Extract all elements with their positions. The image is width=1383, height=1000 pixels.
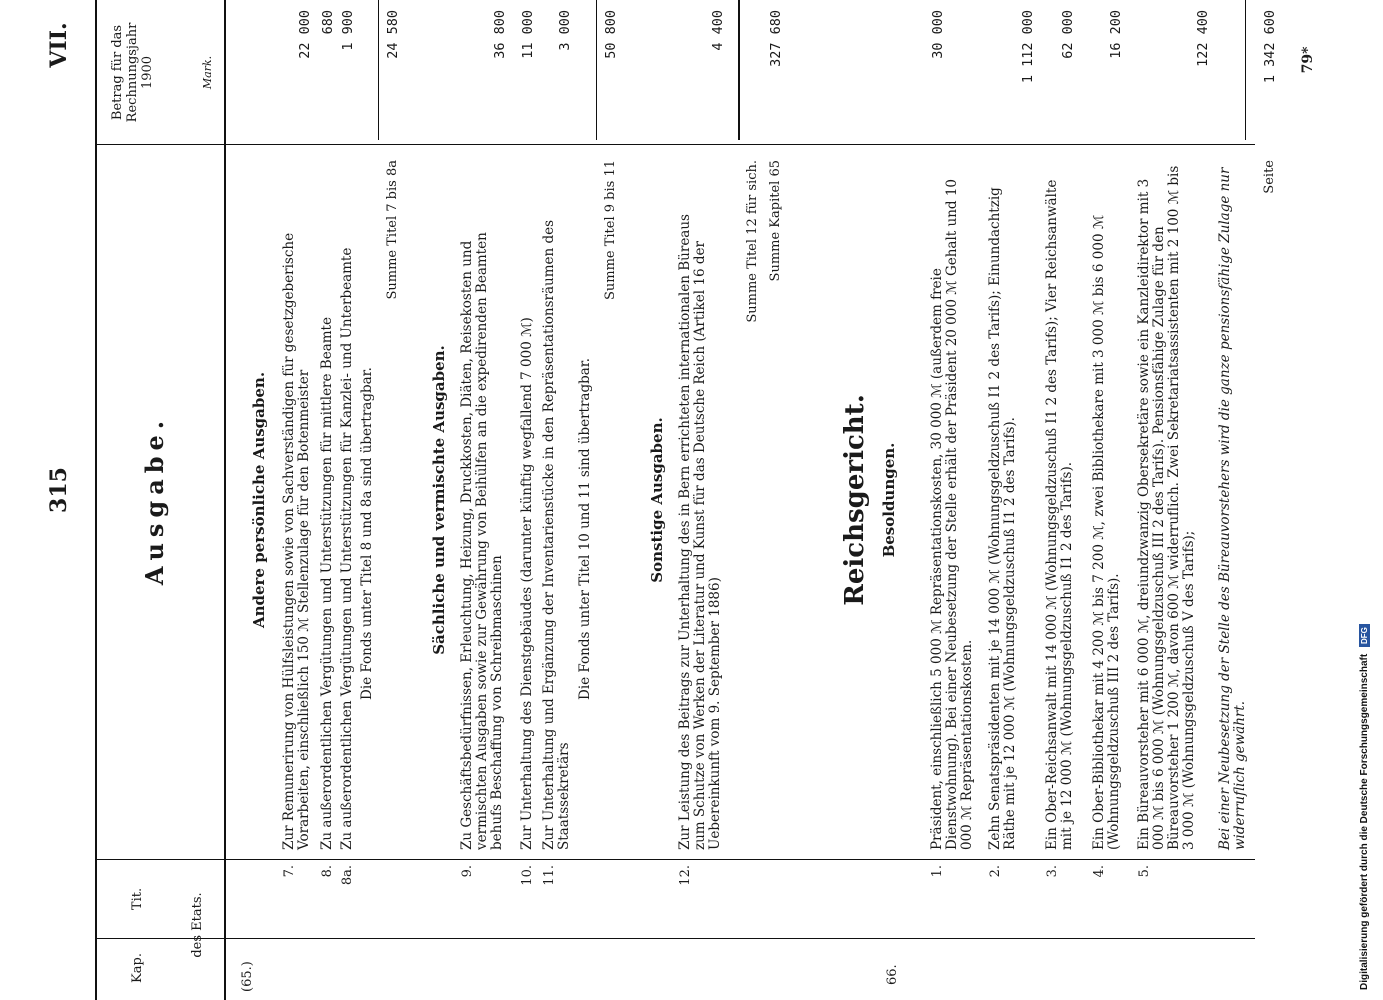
sum-amount: 50 800 bbox=[603, 10, 619, 59]
tit-number: 9. bbox=[460, 865, 475, 878]
tit-number: 8. bbox=[320, 865, 335, 878]
tit-number: 10. bbox=[520, 865, 535, 886]
top-rule bbox=[95, 0, 97, 1000]
digitization-note bbox=[1359, 10, 1370, 990]
tit-number: 2. bbox=[988, 865, 1003, 878]
sum-label: Summe Titel 9 bis 11 bbox=[603, 160, 618, 301]
item-text: Zu außerordentlichen Vergütungen und Unterstützungen für Kanzlei- und Unterbeamte bbox=[339, 247, 355, 850]
item-amount: 1 900 bbox=[340, 10, 356, 51]
sum-rule bbox=[1245, 0, 1246, 140]
tit-number: 5. bbox=[1137, 865, 1152, 878]
tit-number: 11. bbox=[542, 865, 557, 886]
tit-number: 8a. bbox=[340, 865, 355, 886]
item-text: Zehn Senatspräsidenten mit je 14 000 ℳ (Wohnungsgeldzuschuß I1 2 des Tarifs); Einundachtzig Räthe mit je 12 000 ℳ (Wohnungsgeldzuschuß I1 2 des Tarifs). bbox=[987, 187, 1018, 850]
sum-rule bbox=[378, 0, 379, 140]
digitization-text: Digitalisierung gefördert durch die Deutsche Forschungsgemeinschaft bbox=[1359, 653, 1371, 990]
item-amount: 3 000 bbox=[557, 10, 573, 51]
item-text: Zu außerordentlichen Vergütungen und Unterstützungen für mittlere Beamte bbox=[319, 317, 335, 850]
sum-rule bbox=[596, 0, 597, 140]
transfer-note: Die Fonds unter Titel 10 und 11 sind übertragbar. bbox=[577, 357, 593, 700]
kap-header: Kap. bbox=[130, 953, 145, 983]
dfg-logo: DFG bbox=[1359, 624, 1370, 647]
betrag-header: Betrag für das Rechnungsjahr 1900 bbox=[110, 22, 155, 123]
item-text: Ein Ober-Reichsanwalt mit 14 000 ℳ (Wohnungsgeldzuschuß I1 2 des Tarifs); Vier Reichsanwälte mit je 12 000 ℳ (Wohnungsgeldzuschuß I1 2 des Tarifs). bbox=[1044, 179, 1075, 850]
section-roman-numeral: VII. bbox=[46, 22, 72, 68]
item-text: Ein Büreauvorsteher mit 6 000 ℳ, dreiundzwanzig Obersekretäre sowie ein Kanzleidirektor mit 3 000 ℳ bis 6 000 ℳ (Wohnungsgeldzuschuß III 2 des Tarifs). Pensionsfähige Zulage für den Büreauvorsteher 1 200 ℳ, davon 600 ℳ widerruflich. Zwei Sekretariatsassistenten mit 2 100 ℳ bis 3 000 ℳ (Wohnungsgeldzuschuß V des Tarifs); bbox=[1136, 165, 1197, 850]
document-title: Ausgabe. bbox=[140, 414, 169, 586]
item-text: Zu Geschäftsbedürfnissen, Erleuchtung, Heizung, Druckkosten, Diäten, Reisekosten und vermischten Ausgaben sowie zur Gewährung von Beihülfen an die expedirenden Beamten behufs Beschaffung von Schreibmaschinen bbox=[459, 232, 505, 850]
item-amount: 122 400 bbox=[1195, 10, 1211, 67]
tit-number: 12. bbox=[678, 865, 693, 886]
sum-amount: 327 680 bbox=[768, 10, 784, 67]
digitization-sidebar bbox=[1355, 0, 1383, 1000]
item-amount: 11 000 bbox=[520, 10, 536, 59]
tit-number: 7. bbox=[282, 865, 297, 878]
des-etats-header: des Etats. bbox=[190, 892, 205, 958]
page-footer: 79* bbox=[1300, 46, 1316, 74]
tit-column-rule bbox=[95, 859, 1255, 860]
item-amount: 62 000 bbox=[1060, 10, 1076, 59]
kapitel-number: 66. bbox=[885, 964, 900, 985]
item-amount: 1 112 000 bbox=[1020, 10, 1036, 84]
item-text: Präsident, einschließlich 5 000 ℳ Repräsentationskosten, 30 000 ℳ (außerdem freie Dienstwohnung). Bei einer Neubesetzung der Stelle erhält der Präsident 20 000 ℳ Gehalt und 10 000 ℳ Repräsentationskosten. bbox=[929, 178, 975, 850]
reichsgericht-title: Reichsgericht. bbox=[840, 394, 870, 606]
reichsgericht-subtitle: Besoldungen. bbox=[880, 442, 898, 558]
item-amount: 22 000 bbox=[297, 10, 313, 59]
section-sonstige: Sonstige Ausgaben. bbox=[648, 417, 666, 583]
item-text: Zur Unterhaltung und Ergänzung der Inventarienstücke in den Repräsentationsräumen des Staatssekretärs bbox=[541, 219, 572, 850]
amount-column-rule bbox=[95, 144, 1255, 145]
kapitel-reference: (65.) bbox=[240, 961, 255, 992]
item-amount: 16 200 bbox=[1108, 10, 1124, 59]
item-text: Zur Remunerirung von Hülfsleistungen sowie von Sachverständigen für gesetzgeberische Vorarbeiten, einschließlich 150 ℳ Stellenzulage für den Botenmeister bbox=[281, 232, 312, 850]
section-andere: Andere persönliche Ausgaben. bbox=[250, 371, 268, 629]
item-amount: 4 400 bbox=[710, 10, 726, 51]
seite-amount: 1 342 600 bbox=[1262, 10, 1278, 84]
transfer-note: Die Fonds unter Titel 8 und 8a sind übertragbar. bbox=[359, 367, 375, 700]
sum-amount: 24 580 bbox=[385, 10, 401, 59]
mark-header: Mark. bbox=[201, 55, 214, 90]
page-number: 315 bbox=[46, 467, 72, 513]
item-amount: 36 800 bbox=[492, 10, 508, 59]
tit-number: 4. bbox=[1092, 865, 1107, 878]
kap-column-rule bbox=[95, 938, 1255, 939]
item-amount: 30 000 bbox=[930, 10, 946, 59]
header-rule bbox=[224, 0, 226, 1000]
sum-label: Summe Titel 7 bis 8a bbox=[385, 160, 400, 300]
tit-number: 1. bbox=[930, 865, 945, 878]
item-text: Zur Unterhaltung des Dienstgebäudes (darunter künftig wegfallend 7 000 ℳ) bbox=[519, 317, 535, 850]
sum-label: Summe Kapitel 65 bbox=[768, 160, 783, 282]
section-saechliche: Sächliche und vermischte Ausgaben. bbox=[430, 345, 448, 655]
item-text: Bei einer Neubesetzung der Stelle des Büreauvorstehers wird die ganze pensionsfähige Zulage nur widerruflich gewährt. bbox=[1217, 167, 1248, 850]
seite-label: Seite bbox=[1262, 160, 1277, 194]
item-text: Ein Ober-Bibliothekar mit 4 200 ℳ bis 7 200 ℳ, zwei Bibliothekare mit 3 000 ℳ bis 6 000 ℳ (Wohnungsgeldzuschuß III 2 des Tarifs). bbox=[1091, 214, 1122, 850]
tit-number: 3. bbox=[1045, 865, 1060, 878]
item-amount: 680 bbox=[320, 10, 336, 35]
tit-header: Tit. bbox=[130, 887, 145, 911]
item-text: Zur Leistung des Beitrags zur Unterhaltung des in Bern errichteten internationalen Büreaus zum Schutze von Werken der Literatur und Kunst für das Deutsche Reich (Artikel 16 der Uebereinkunft vom 9. September 1886) bbox=[677, 214, 723, 850]
sum-rule bbox=[738, 0, 740, 140]
sum-label: Summe Titel 12 für sich. bbox=[745, 160, 760, 323]
